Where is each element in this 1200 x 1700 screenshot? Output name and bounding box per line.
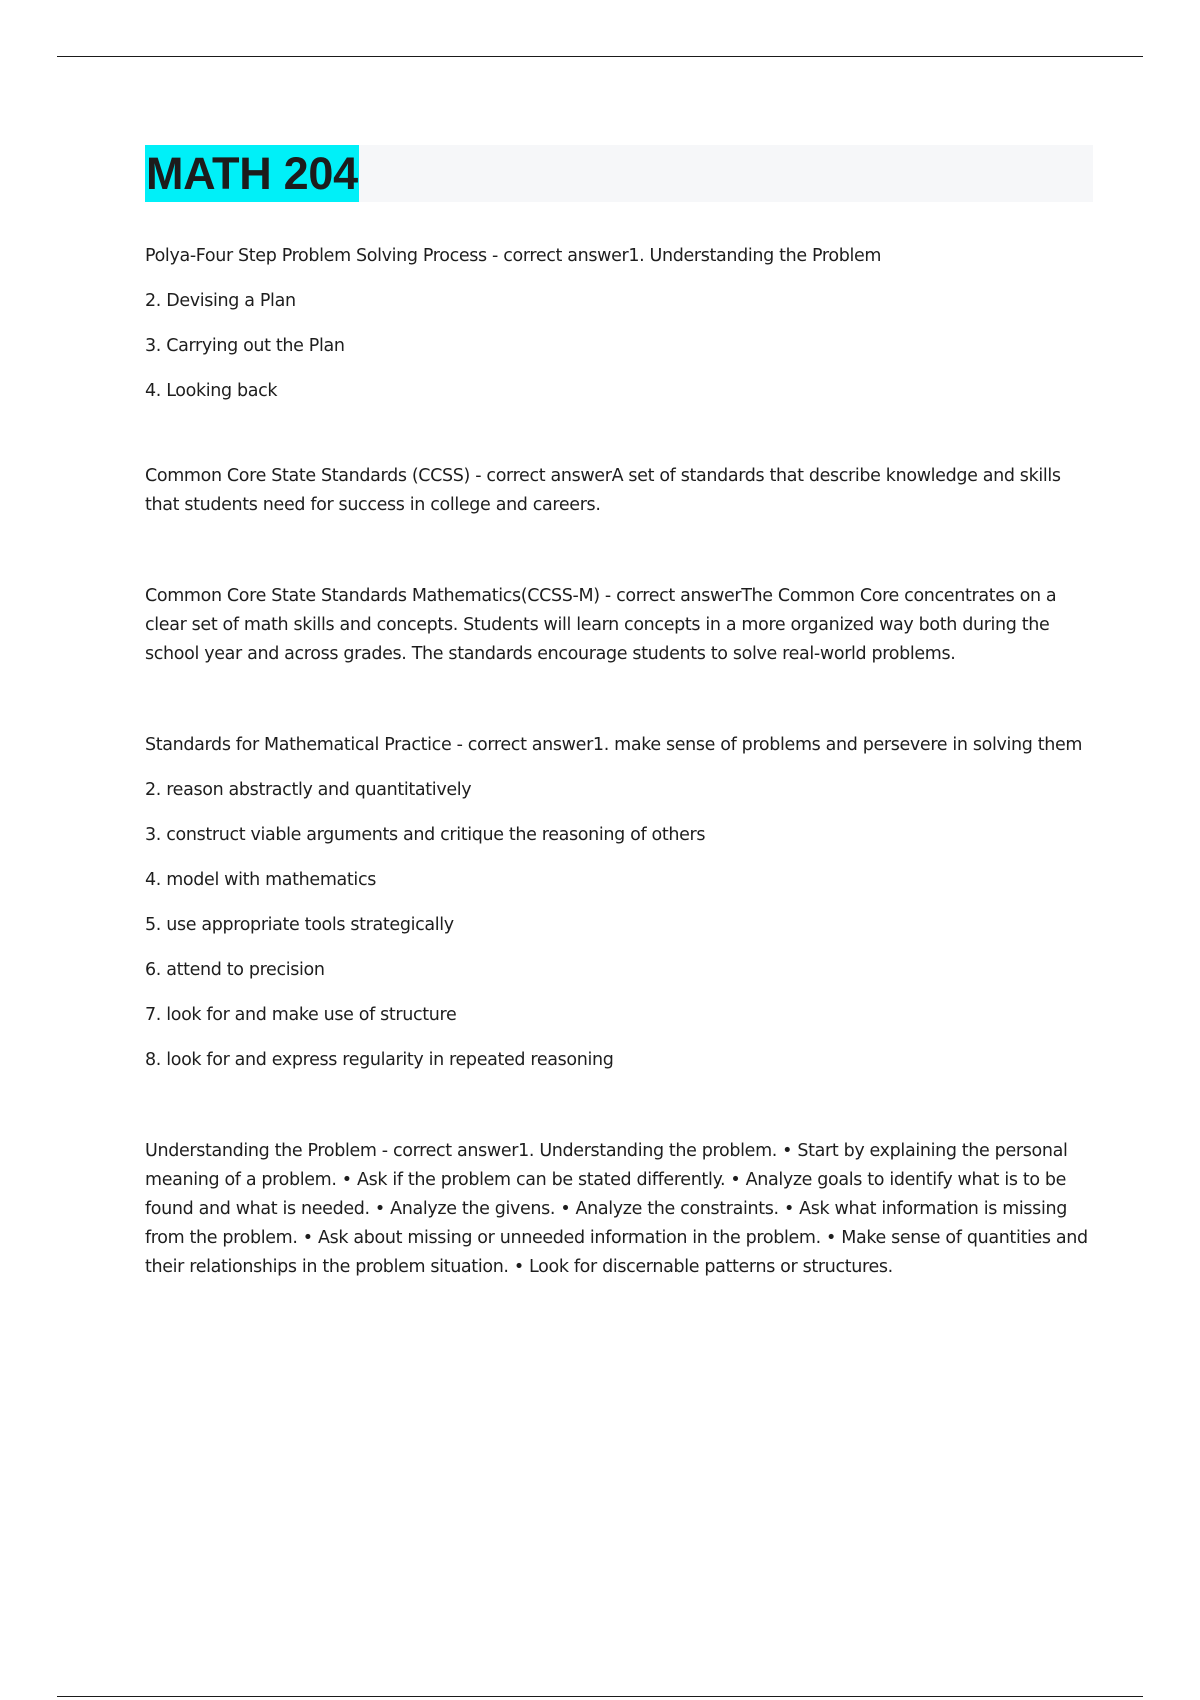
title-band xyxy=(145,145,1093,202)
bottom-rule xyxy=(57,1696,1143,1697)
top-rule xyxy=(57,56,1143,57)
document-body xyxy=(145,145,1093,1282)
entry-polya xyxy=(145,242,1093,406)
entry-line: 3. Carrying out the Plan xyxy=(145,336,345,356)
entry-line: 8. look for and express regularity in repeated reasoning xyxy=(145,1050,614,1070)
entry-ccss xyxy=(145,462,1093,520)
entry-term: Common Core State Standards Mathematics(CCSS-M) - correct answerThe Common Core concentrates on a clear set of math skills and concepts. Students will learn concepts in a more organized way both during the school year and across grades. The standards encourage students to solve real-world problems. xyxy=(145,586,1057,664)
entry-term: Understanding the Problem - correct answer1. Understanding the problem. • Start by explaining the personal meaning of a problem. • Ask if the problem can be stated differently. • Analyze goals to identify what is to be found and what is needed. • Analyze the givens. • Analyze the constraints. • Ask what information is missing from the problem. • Ask about missing or unneeded information in the problem. • Make sense of quantities and their relationships in the problem situation. • Look for discernable patterns or structures. xyxy=(145,1141,1088,1277)
entry-understanding xyxy=(145,1137,1093,1282)
entry-term: Polya-Four Step Problem Solving Process - correct answer1. Understanding the Problem xyxy=(145,246,882,266)
entry-line: 6. attend to precision xyxy=(145,960,325,980)
entry-line: 5. use appropriate tools strategically xyxy=(145,915,454,935)
document-title: MATH 204 xyxy=(145,145,359,202)
entry-line: 2. reason abstractly and quantitatively xyxy=(145,780,472,800)
entry-line: 2. Devising a Plan xyxy=(145,291,296,311)
entry-line: 4. model with mathematics xyxy=(145,870,376,890)
entry-smp xyxy=(145,731,1093,1075)
entry-line: 7. look for and make use of structure xyxy=(145,1005,457,1025)
entry-line: 3. construct viable arguments and critique the reasoning of others xyxy=(145,825,706,845)
entry-ccss-m xyxy=(145,582,1093,669)
entry-line: 4. Looking back xyxy=(145,381,278,401)
entry-term: Standards for Mathematical Practice - correct answer1. make sense of problems and persevere in solving them xyxy=(145,735,1083,755)
entry-term: Common Core State Standards (CCSS) - correct answerA set of standards that describe knowledge and skills that students need for success in college and careers. xyxy=(145,466,1061,515)
